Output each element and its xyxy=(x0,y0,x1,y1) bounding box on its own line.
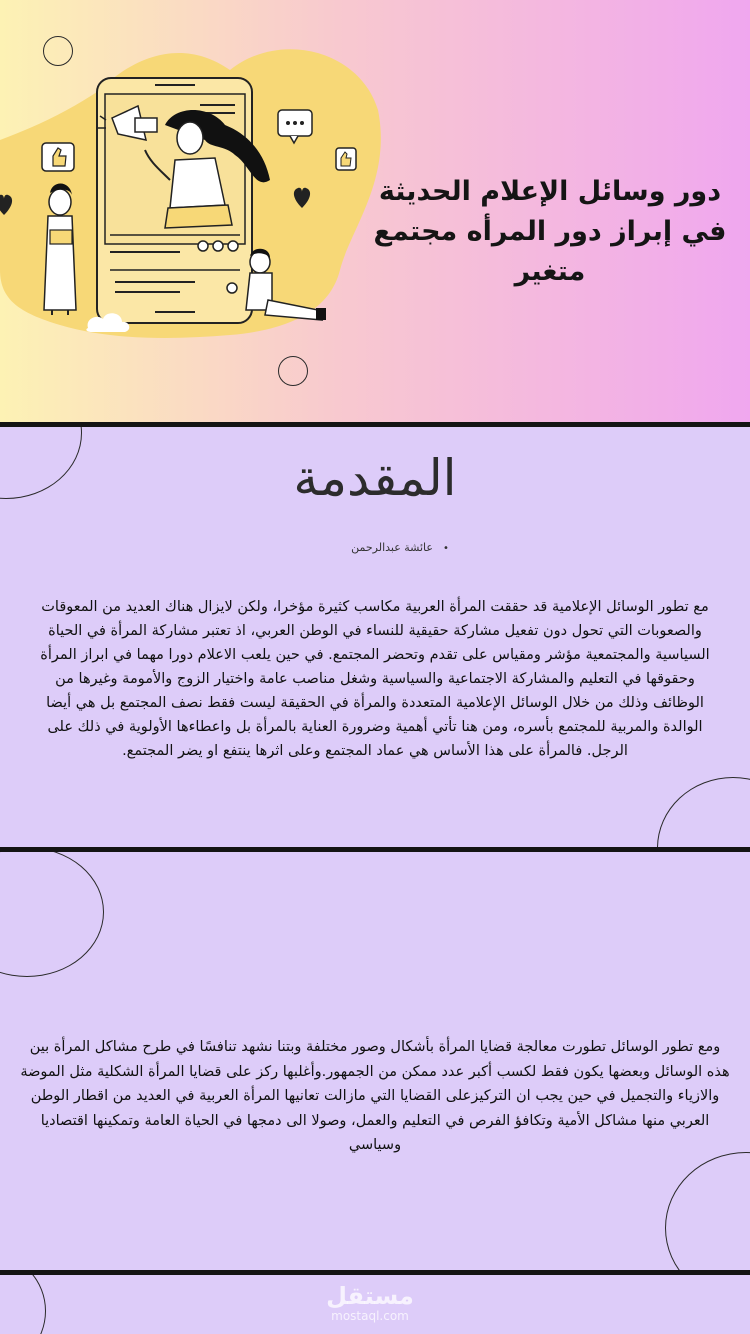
intro-slide xyxy=(0,427,750,847)
bullet: • xyxy=(442,543,449,554)
author-line xyxy=(300,541,500,554)
cover-title: دور وسائل الإعلام الحديثة في إبراز دور المرأه مجتمع متغير xyxy=(373,176,727,287)
section-heading: المقدمة xyxy=(293,449,457,507)
decor-ring xyxy=(657,777,750,847)
decor-ring xyxy=(665,1152,750,1270)
watermark xyxy=(315,1283,425,1323)
decor-ring xyxy=(0,1275,46,1334)
cover-slide xyxy=(0,0,750,422)
intro-paragraph: مع تطور الوسائل الإعلامية قد حققت المرأة العربية مكاسب كثيرة مؤخرا، ولكن لايزال هناك العديد من المعوقات والصعوبات التي تحول دون تفعيل مشاركة حقيقية للنساء في الوطن العربي، اذ تعتبر مشاركة المرأة في الحياة السياسية والمجتمعية مؤشر ومقياس على تقدم وتحضر المجتمع. في حين يلعب الاعلام دورا مهما في ابراز المرأة وحقوقها في التعليم والمشاركة الاجتماعية والسياسية وشغل مناصب عامة واختيار الزوج والأمومة وغيرها من الوظائف وذلك من خلال الوسائل الإعلامية المتعددة والمرأة في الحقيقة ليست فقط نصف المجتمع بل هي أيضا الوالدة والمربية للمجتمع بأسره، ومن هنا تأتي أهمية وضرورة العناية بالمرأة بل واعطاءها الأولوية في ذلك على الرجل. فالمرأة على هذا الأساس هي عماد المجتمع وعلى اثرها ينتفع او يضر المجتمع. xyxy=(40,599,710,759)
author-name: عائشة عبدالرحمن xyxy=(351,541,433,554)
watermark-url: mostaql.com xyxy=(331,1309,409,1323)
content-slide xyxy=(0,852,750,1270)
social-media-illustration xyxy=(0,30,400,390)
thumbs-up-icon xyxy=(42,143,74,171)
watermark-logo: مستقل xyxy=(326,1282,414,1310)
decor-ring xyxy=(0,852,104,977)
body-paragraph: ومع تطور الوسائل تطورت معالجة قضايا المرأة بأشكال وصور مختلفة وبتنا نشهد تنافسًا في طرح مشاكل المرأة بين هذه الوسائل وبعضها يكون فقط لكسب أكبر عدد ممكن من الجمهور.وأغلبها ركز على قضايا المرأة الشكلية مثل الموضة والازياء والتجميل في حين يجب ان التركيزعلى القضايا التي مازالت تعانيها المرأة العربية في العديد من اقطار الوطن العربي منها مشاكل الأمية وتكافؤ الفرص في التعليم والعمل، وصولا الى دمجها في الحياة العامة وتمكينها اقتصاديا وسياسي xyxy=(20,1039,730,1153)
thumbs-up-icon xyxy=(336,148,356,170)
next-slide xyxy=(0,1275,750,1334)
